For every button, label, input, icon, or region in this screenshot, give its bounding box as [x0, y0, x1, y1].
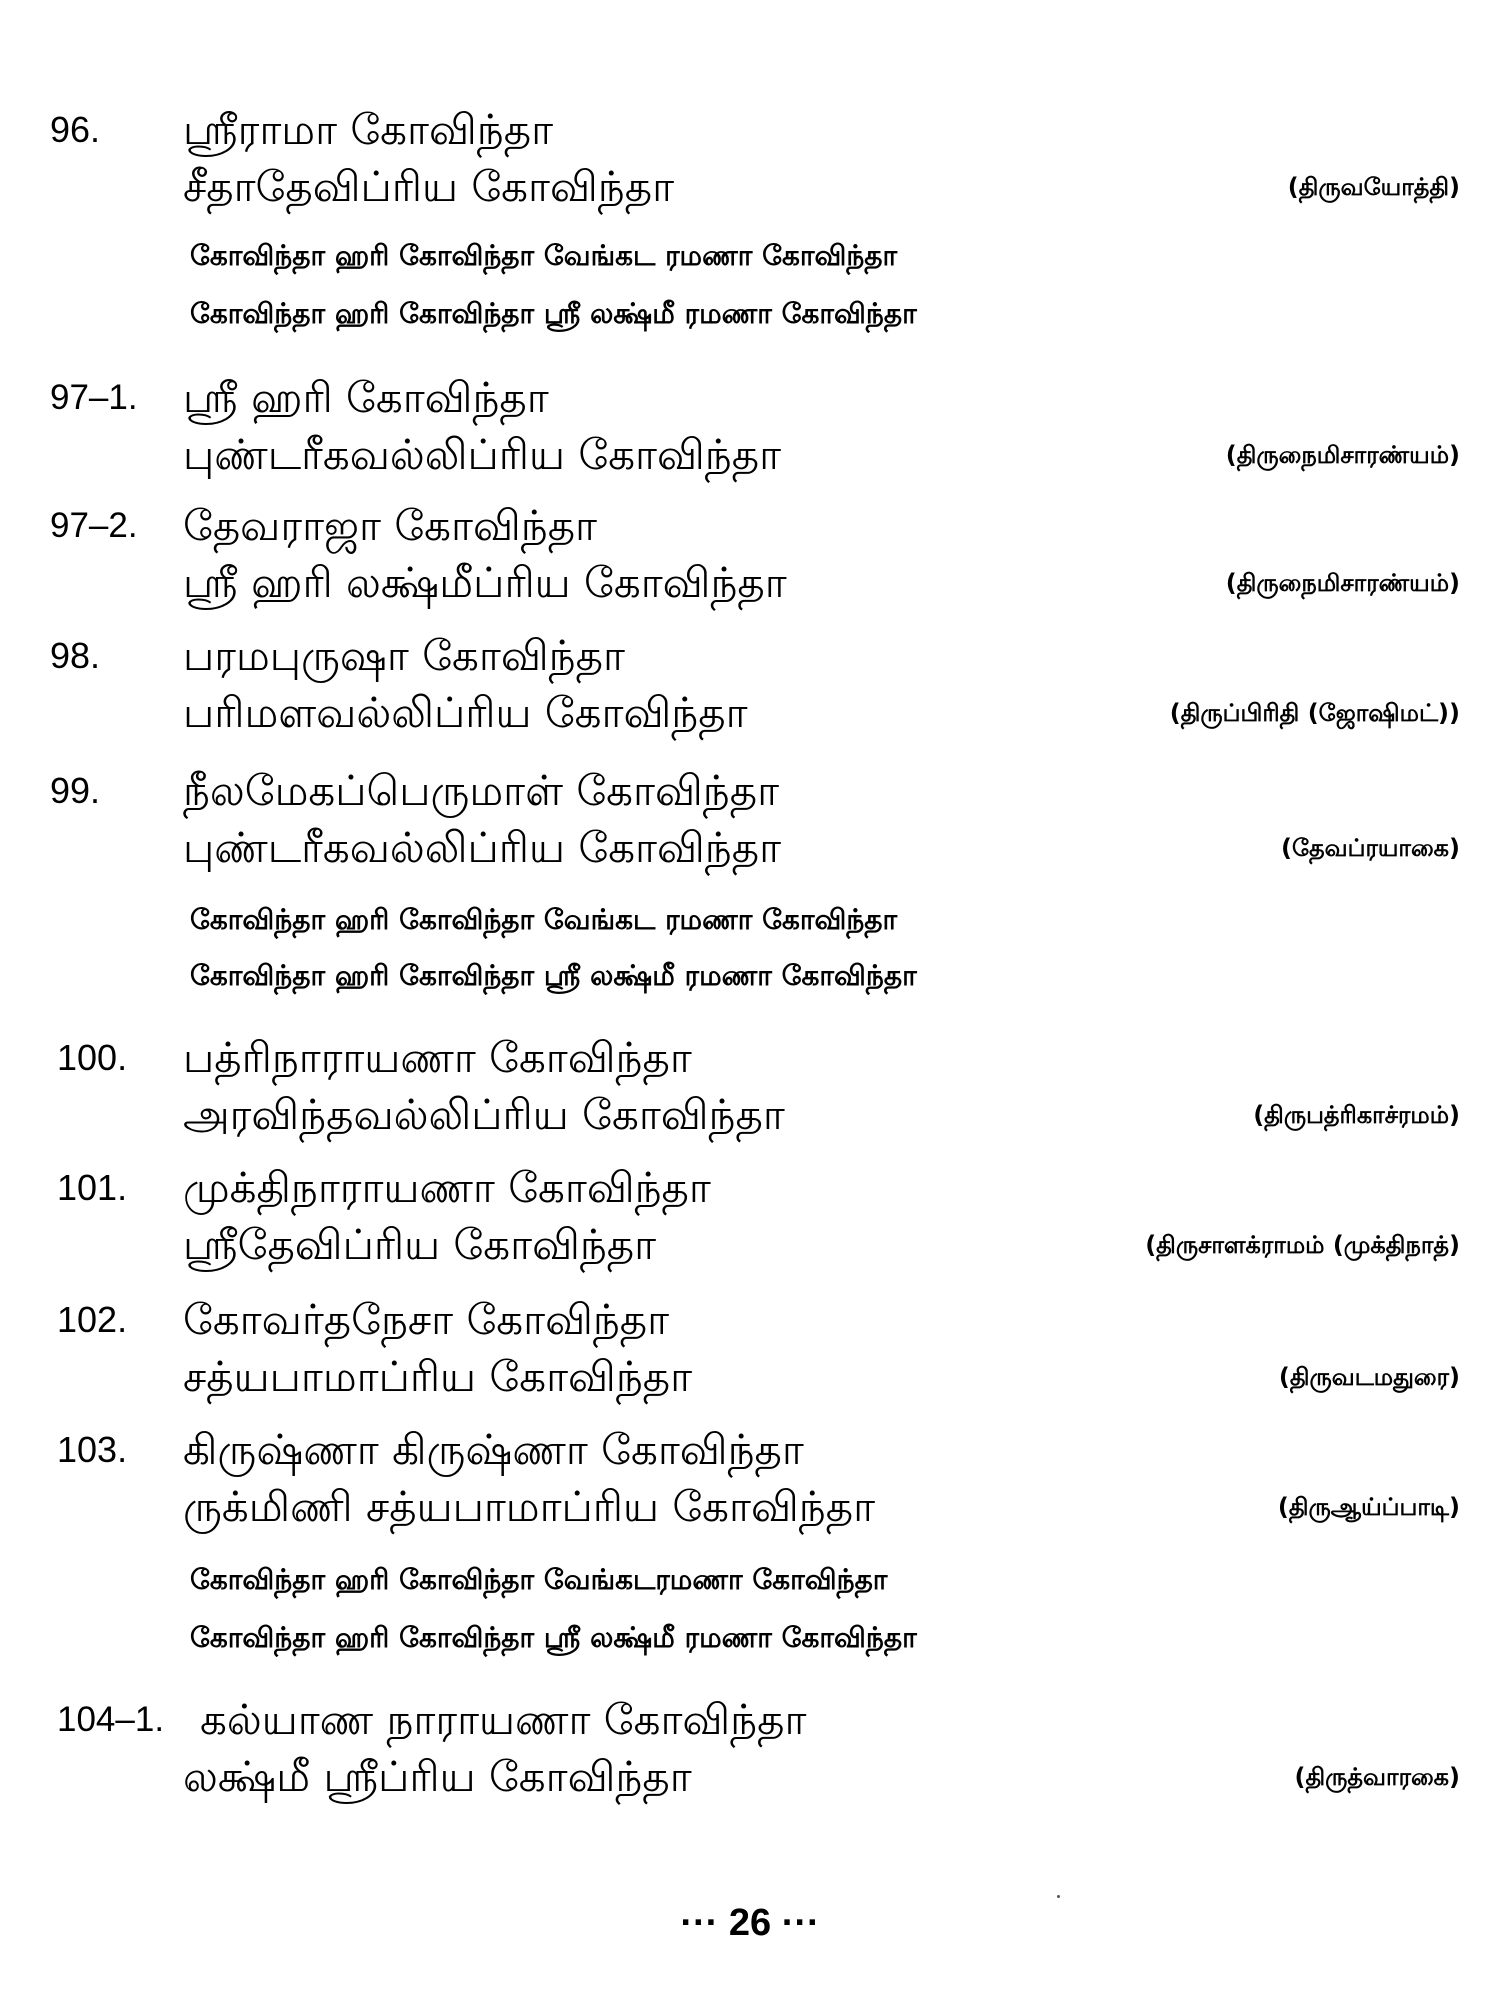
verse-line-1: ஸ்ரீ ஹரி கோவிந்தா — [183, 373, 549, 422]
place-label: (திருஆய்ப்பாடி) — [1277, 1493, 1460, 1521]
verse-line-1: கிருஷ்ணா கிருஷ்ணா கோவிந்தா — [183, 1425, 804, 1474]
verse-number: 103. — [57, 1429, 128, 1470]
verse-number: 100. — [57, 1037, 128, 1078]
verse-line-2: ருக்மிணி சத்யபாமாப்ரிய கோவிந்தா — [183, 1482, 876, 1531]
verse-number: 97–1. — [50, 378, 138, 417]
verse-number: 99. — [50, 770, 101, 811]
chorus-line-1: கோவிந்தா ஹரி கோவிந்தா வேங்கட ரமணா கோவிந்தா — [190, 239, 898, 272]
place-label: (திருசாளக்ராமம் (முக்திநாத்) — [1145, 1231, 1460, 1259]
verse-number: 104–1. — [57, 1700, 165, 1739]
place-label: (திருநைமிசாரண்யம்) — [1225, 441, 1460, 469]
chorus-line-1: கோவிந்தா ஹரி கோவிந்தா வேங்கடரமணா கோவிந்தா — [190, 1563, 888, 1596]
place-label: (திருத்வாரகை) — [1294, 1763, 1460, 1791]
verse-number: 102. — [57, 1299, 128, 1340]
place-label: (திருவயோத்தி) — [1287, 173, 1460, 201]
verse-number: 101. — [57, 1167, 128, 1208]
verse-line-2: அரவிந்தவல்லிப்ரிய கோவிந்தா — [183, 1090, 785, 1139]
verse-line-1: நீலமேகப்பெருமாள் கோவிந்தா — [183, 766, 780, 815]
verse-line-1: பரமபுருஷா கோவிந்தா — [183, 631, 625, 680]
verse-line-2: லக்ஷ்மீ ஸ்ரீப்ரிய கோவிந்தா — [183, 1752, 692, 1801]
chorus-line-2: கோவிந்தா ஹரி கோவிந்தா ஸ்ரீ லக்ஷ்மீ ரமணா கோவிந்தா — [190, 1621, 917, 1654]
verse-line-2: சத்யபாமாப்ரிய கோவிந்தா — [183, 1352, 693, 1401]
chorus-line-2: கோவிந்தா ஹரி கோவிந்தா ஸ்ரீ லக்ஷ்மீ ரமணா கோவிந்தா — [190, 297, 917, 330]
verse-line-1: தேவராஜா கோவிந்தா — [183, 501, 597, 550]
verse-line-2: ஸ்ரீ ஹரி லக்ஷ்மீப்ரிய கோவிந்தா — [183, 558, 787, 607]
verse-line-2: பரிமளவல்லிப்ரிய கோவிந்தா — [183, 688, 748, 737]
verse-line-2: சீதாதேவிப்ரிய கோவிந்தா — [183, 162, 675, 211]
verse-number: 97–2. — [50, 506, 138, 545]
chorus-line-1: கோவிந்தா ஹரி கோவிந்தா வேங்கட ரமணா கோவிந்தா — [190, 903, 898, 936]
verse-line-1: கோவர்தநேசா கோவிந்தா — [183, 1295, 670, 1344]
place-label: (தேவப்ரயாகை) — [1280, 834, 1460, 862]
page-number: ··· 26 ··· — [680, 1902, 820, 1944]
verse-line-2: ஸ்ரீதேவிப்ரிய கோவிந்தா — [183, 1220, 657, 1269]
place-label: (திருநைமிசாரண்யம்) — [1225, 569, 1460, 597]
place-label: (திருவடமதுரை) — [1278, 1363, 1460, 1391]
verse-number: 96. — [50, 109, 101, 150]
verse-line-2: புண்டரீகவல்லிப்ரிய கோவிந்தா — [183, 430, 782, 479]
verse-number: 98. — [50, 635, 101, 676]
verse-line-1: முக்திநாராயணா கோவிந்தா — [183, 1163, 711, 1212]
verse-line-1: பத்ரிநாராயணா கோவிந்தா — [183, 1033, 692, 1082]
place-label: (திருப்பிரிதி (ஜோஷிமட்)) — [1169, 699, 1460, 727]
verse-line-1: ஸ்ரீராமா கோவிந்தா — [183, 105, 554, 154]
chorus-line-2: கோவிந்தா ஹரி கோவிந்தா ஸ்ரீ லக்ஷ்மீ ரமணா கோவிந்தா — [190, 959, 917, 992]
verse-line-2: புண்டரீகவல்லிப்ரிய கோவிந்தா — [183, 823, 782, 872]
place-label: (திருபத்ரிகாச்ரமம்) — [1253, 1101, 1460, 1129]
verse-line-1: கல்யாண நாராயணா கோவிந்தா — [200, 1695, 807, 1744]
